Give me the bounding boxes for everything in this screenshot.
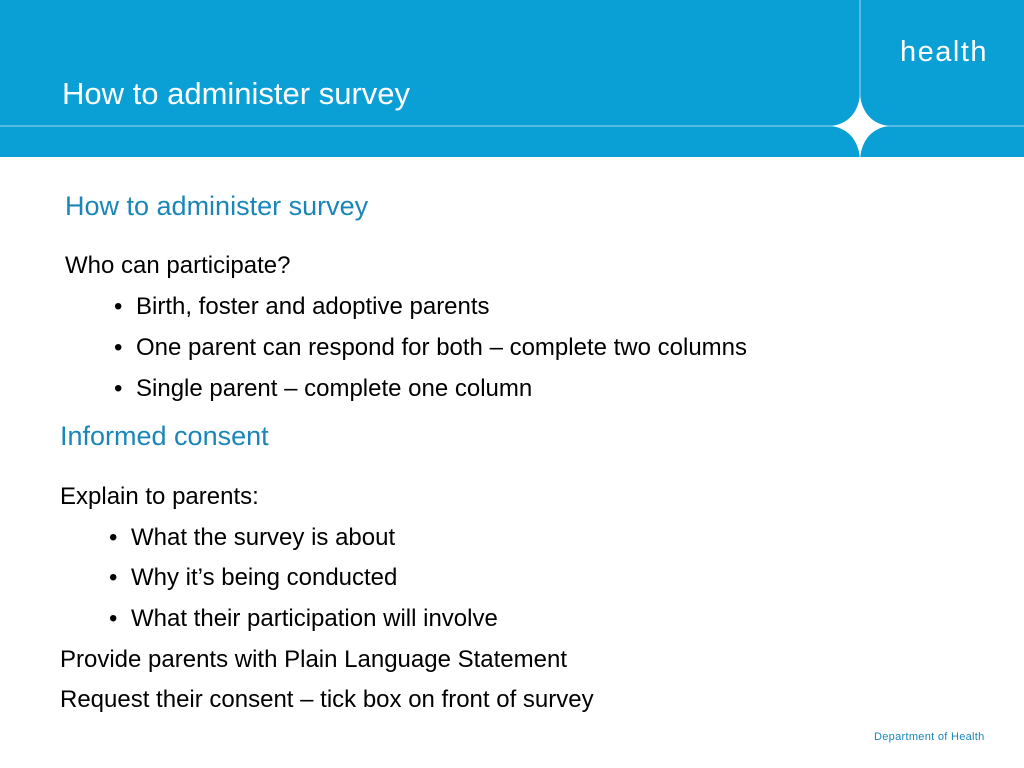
consent-step: Request their consent – tick box on front of survey <box>60 686 594 713</box>
section-heading-participation: How to administer survey <box>65 191 369 221</box>
footer-org-name: Department of Health <box>874 731 985 743</box>
consent-bullet <box>109 563 397 593</box>
bullet-text: Birth, foster and adoptive parents <box>136 293 490 320</box>
bullet-icon: • <box>109 605 118 632</box>
participation-question: Who can participate? <box>65 252 291 279</box>
bullet-text: Single parent – complete one column <box>136 375 533 402</box>
bullet-icon: • <box>114 293 123 320</box>
participation-bullet <box>114 292 490 322</box>
bullet-text: What the survey is about <box>131 524 396 551</box>
consent-step: Provide parents with Plain Language Statement <box>60 646 567 673</box>
bullet-text: One parent can respond for both – complete two columns <box>136 334 748 361</box>
bullet-icon: • <box>114 334 123 361</box>
consent-bullet <box>109 523 395 553</box>
bullet-text: What their participation will involve <box>131 605 498 632</box>
section-heading-consent: Informed consent <box>60 421 269 451</box>
slide-body <box>0 157 1024 768</box>
consent-intro: Explain to parents: <box>60 483 259 510</box>
bullet-text: Why it’s being conducted <box>131 564 398 591</box>
participation-bullet <box>114 333 747 363</box>
header-banner <box>0 0 1024 157</box>
bullet-icon: • <box>109 564 118 591</box>
slide-title: How to administer survey <box>62 76 411 111</box>
bullet-icon: • <box>109 524 118 551</box>
bullet-icon: • <box>114 375 123 402</box>
consent-bullet <box>109 604 498 634</box>
brand-wordmark: health <box>900 36 989 68</box>
participation-bullet <box>114 374 532 404</box>
star-sparkle-icon <box>832 96 888 157</box>
